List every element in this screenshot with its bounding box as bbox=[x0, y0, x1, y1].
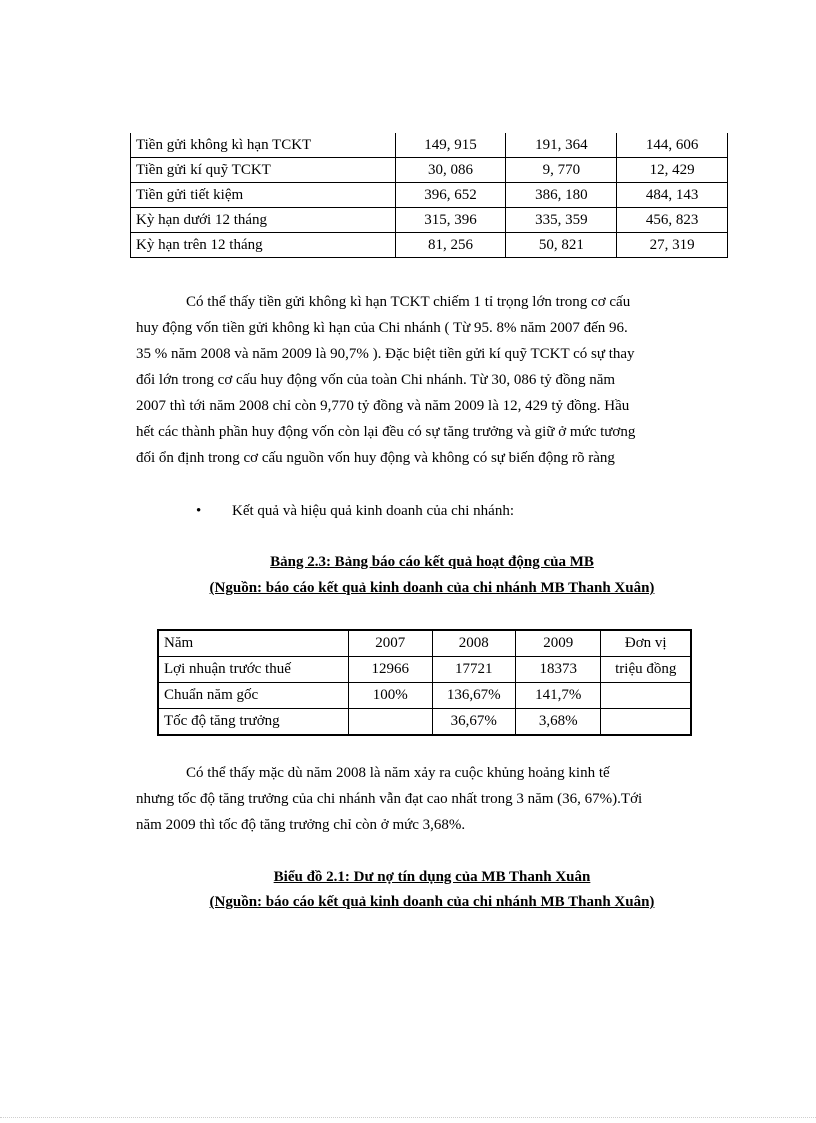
table-cell: 149, 915 bbox=[395, 133, 506, 158]
growth-analysis-paragraph bbox=[136, 760, 728, 838]
table-cell: Chuẩn năm gốc bbox=[158, 683, 349, 709]
table-row bbox=[158, 657, 691, 683]
chart-caption-source: (Nguồn: báo cáo kết quả kinh doanh của chi nhánh MB Thanh Xuân) bbox=[209, 894, 655, 910]
table-cell: Tiền gửi không kì hạn TCKT bbox=[131, 133, 396, 158]
table-header-row bbox=[158, 630, 691, 657]
table-cell: Tiền gửi tiết kiệm bbox=[131, 183, 396, 208]
table-row bbox=[131, 133, 728, 158]
table-row bbox=[158, 709, 691, 736]
table-row bbox=[158, 683, 691, 709]
table-caption-title: Bảng 2.3: Bảng báo cáo kết quả hoạt động của MB bbox=[270, 554, 594, 570]
table-cell: 17721 bbox=[432, 657, 515, 683]
table-cell: Kỳ hạn trên 12 tháng bbox=[131, 233, 396, 258]
header-cell: 2007 bbox=[349, 630, 432, 657]
table-cell: 456, 823 bbox=[617, 208, 728, 233]
table-cell: 9, 770 bbox=[506, 158, 617, 183]
table-cell: 27, 319 bbox=[617, 233, 728, 258]
table-cell: triệu đồng bbox=[601, 657, 691, 683]
table-cell: 315, 396 bbox=[395, 208, 506, 233]
paragraph-line: năm 2009 thì tốc độ tăng trưởng chỉ còn ở mức 3,68%. bbox=[136, 817, 466, 833]
table-cell: 12, 429 bbox=[617, 158, 728, 183]
paragraph-line: nhưng tốc độ tăng trưởng của chi nhánh vẫn đạt cao nhất trong 3 năm (36, 67%).Tới bbox=[136, 791, 643, 807]
chart-caption-title: Biểu đồ 2.1: Dư nợ tín dụng của MB Thanh Xuân bbox=[273, 869, 591, 885]
table-cell bbox=[601, 683, 691, 709]
table-cell bbox=[349, 709, 432, 736]
table-cell: Lợi nhuận trước thuế bbox=[158, 657, 349, 683]
paragraph-line: Có thể thấy mặc dù năm 2008 là năm xảy ra cuộc khủng hoảng kinh tế bbox=[186, 765, 610, 781]
paragraph-line: Có thể thấy tiền gửi không kì hạn TCKT chiếm 1 tỉ trọng lớn trong cơ cấu bbox=[186, 294, 631, 310]
table-cell: 12966 bbox=[349, 657, 432, 683]
table-cell: 484, 143 bbox=[617, 183, 728, 208]
table-cell: Tiền gửi kí quỹ TCKT bbox=[131, 158, 396, 183]
table-cell: 50, 821 bbox=[506, 233, 617, 258]
table-cell: Tốc độ tăng trưởng bbox=[158, 709, 349, 736]
table-cell: 36,67% bbox=[432, 709, 515, 736]
table-cell: 100% bbox=[349, 683, 432, 709]
table-row bbox=[131, 233, 728, 258]
table-cell: 335, 359 bbox=[506, 208, 617, 233]
header-cell: Năm bbox=[158, 630, 349, 657]
table-cell: 30, 086 bbox=[395, 158, 506, 183]
bullet-icon: • bbox=[196, 503, 202, 519]
table-cell: 396, 652 bbox=[395, 183, 506, 208]
table-cell: 81, 256 bbox=[395, 233, 506, 258]
table-cell: 141,7% bbox=[516, 683, 601, 709]
table-cell: 3,68% bbox=[516, 709, 601, 736]
table-cell: 18373 bbox=[516, 657, 601, 683]
table-row bbox=[131, 183, 728, 208]
header-cell: 2008 bbox=[432, 630, 515, 657]
table-row bbox=[131, 208, 728, 233]
table-cell bbox=[601, 709, 691, 736]
paragraph-line: hết các thành phần huy động vốn còn lại đều có sự tăng trưởng và giữ ở mức tương bbox=[136, 424, 636, 440]
page-bottom-edge bbox=[0, 1117, 816, 1118]
paragraph-line: đối ổn định trong cơ cấu nguồn vốn huy động và không có sự biến động rõ ràng bbox=[136, 450, 615, 466]
table-cell: Kỳ hạn dưới 12 tháng bbox=[131, 208, 396, 233]
paragraph-line: 2007 thì tới năm 2008 chỉ còn 9,770 tỷ đồng và năm 2009 là 12, 429 tỷ đồng. Hầu bbox=[136, 398, 630, 414]
paragraph-line: đổi lớn trong cơ cấu huy động vốn của toàn Chi nhánh. Từ 30, 086 tỷ đồng năm bbox=[136, 372, 616, 388]
header-cell: Đơn vị bbox=[601, 630, 691, 657]
result-table bbox=[157, 629, 692, 736]
table-caption-source: (Nguồn: báo cáo kết quả kinh doanh của chi nhánh MB Thanh Xuân) bbox=[209, 580, 655, 596]
table-cell: 136,67% bbox=[432, 683, 515, 709]
deposit-analysis-paragraph bbox=[136, 289, 728, 471]
table-cell: 191, 364 bbox=[506, 133, 617, 158]
table-cell: 144, 606 bbox=[617, 133, 728, 158]
deposit-table bbox=[130, 133, 728, 258]
paragraph-line: huy động vốn tiền gửi không kì hạn của Chi nhánh ( Từ 95. 8% năm 2007 đến 96. bbox=[136, 320, 628, 336]
paragraph-line: 35 % năm 2008 và năm 2009 là 90,7% ). Đặc biệt tiền gửi kí quỹ TCKT có sự thay bbox=[136, 346, 635, 362]
bullet-item bbox=[196, 500, 514, 522]
header-cell: 2009 bbox=[516, 630, 601, 657]
table-cell: 386, 180 bbox=[506, 183, 617, 208]
table-row bbox=[131, 158, 728, 183]
bullet-text: Kết quả và hiệu quả kinh doanh của chi nhánh: bbox=[232, 503, 514, 519]
